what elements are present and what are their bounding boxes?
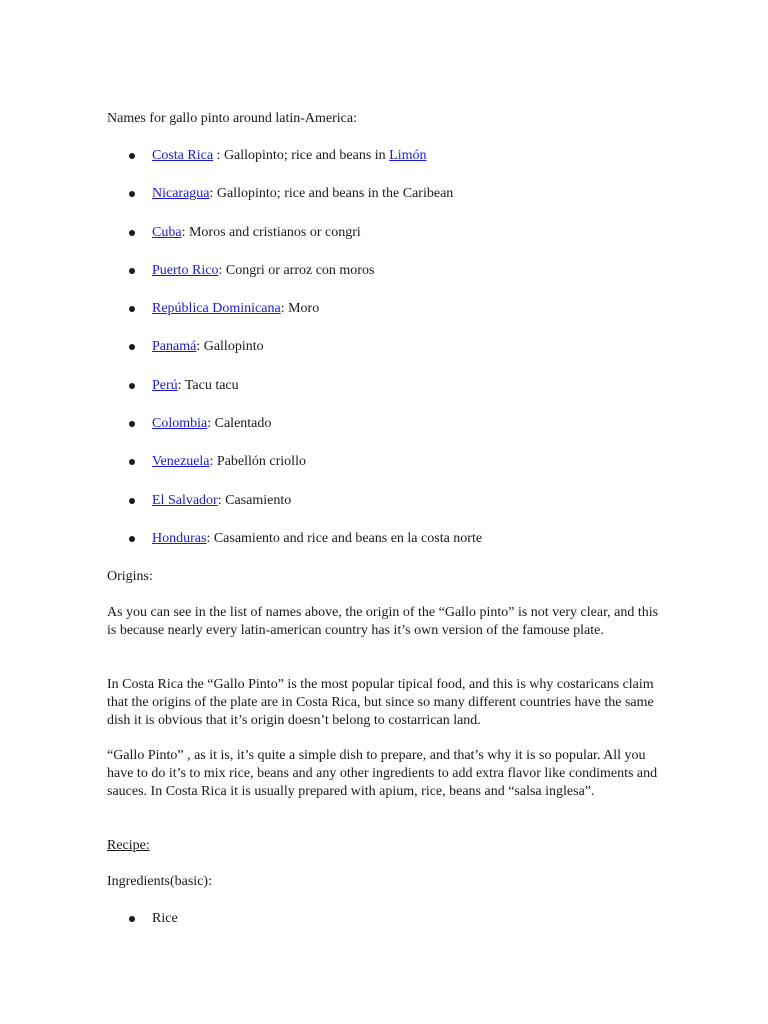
link-republica-dominicana[interactable]: República Dominicana [152,301,281,317]
list-item [107,910,178,928]
intro-text: Names for gallo pinto around latin-America: [107,111,357,126]
bullet-icon [129,306,135,312]
bullet-icon [129,498,135,504]
list-item [107,262,727,300]
separator: : [181,224,189,240]
origins-paragraph-1: As you can see in the list of names above, the origin of the “Gallo pinto” is not very clear, and this is because nearly every latin-american country has it’s own version of the famouse plate. [107,605,659,638]
name-text: Calentado [214,416,272,432]
ingredient-text: Rice [152,911,178,926]
origins-paragraph-2: In Costa Rica the “Gallo Pinto” is the most popular tipical food, and this is why costaricans claim that the origins of the plate are in Costa Rica, but since so many different countries have the same dish it is obvious that it’s origin doesn’t belong to costarrican land. [107,677,654,728]
link-cuba[interactable]: Cuba [152,224,182,240]
list-item [107,492,727,530]
separator: : [280,301,289,317]
bullet-icon [129,916,135,922]
separator: : [196,339,204,355]
bullet-icon [129,421,135,427]
name-text: Gallopinto [203,339,264,355]
name-text: Gallopinto; rice and beans in [223,148,390,163]
bullet-icon [129,153,135,159]
list-item [107,300,727,338]
list-item [107,147,727,185]
link-costa-rica[interactable]: Costa Rica [152,148,214,163]
separator: : [177,377,185,393]
separator: : [209,454,217,470]
name-text: Casamiento [225,492,292,508]
ingredients-heading: Ingredients(basic): [107,874,212,889]
link-venezuela[interactable]: Venezuela [152,454,210,470]
bullet-icon [129,383,135,389]
name-text: Congri or arroz con moros [225,262,375,278]
link-puerto-rico[interactable]: Puerto Rico [152,262,219,278]
ingredients-list [107,910,178,928]
name-text: Casamiento and rice and beans en la costa norte [213,530,483,546]
separator: : [206,530,214,546]
list-item [107,453,727,491]
separator: : [217,492,226,508]
bullet-icon [129,268,135,274]
name-text: Moro [288,301,320,317]
list-item [107,224,727,262]
bullet-icon [129,459,135,465]
list-item [107,338,727,376]
link-el-salvador[interactable]: El Salvador [152,492,218,508]
link-panama[interactable]: Panamá [152,339,197,355]
name-text: Tacu tacu [184,377,239,393]
bullet-icon [129,344,135,350]
name-text: Gallopinto; rice and beans in the Caribean [216,186,454,202]
separator: : [207,416,215,432]
separator: : [209,186,217,202]
link-nicaragua[interactable]: Nicaragua [152,186,210,202]
separator: : [213,148,224,163]
link-limon[interactable]: Limón [389,148,427,163]
bullet-icon [129,536,135,542]
link-honduras[interactable]: Honduras [152,530,207,546]
origins-heading: Origins: [107,569,153,584]
separator: : [218,262,226,278]
list-item [107,530,727,568]
recipe-heading: Recipe: [107,838,150,853]
name-text: Moros and cristianos or congri [188,224,361,240]
list-item [107,415,727,453]
origins-paragraph-3: “Gallo Pinto” , as it is, it’s quite a simple dish to prepare, and that’s why it is so popular. All you have to do it’s to mix rice, beans and any other ingredients to add extra flavor like condiments and sauces. In Costa Rica it is usually prepared with apium, rice, beans and “salsa inglesa”. [107,748,658,799]
list-item [107,185,727,223]
list-item [107,377,727,415]
bullet-icon [129,230,135,236]
names-list [107,147,727,568]
bullet-icon [129,191,135,197]
link-colombia[interactable]: Colombia [152,416,208,432]
link-peru[interactable]: Perú [152,377,178,393]
name-text: Pabellón criollo [216,454,306,470]
